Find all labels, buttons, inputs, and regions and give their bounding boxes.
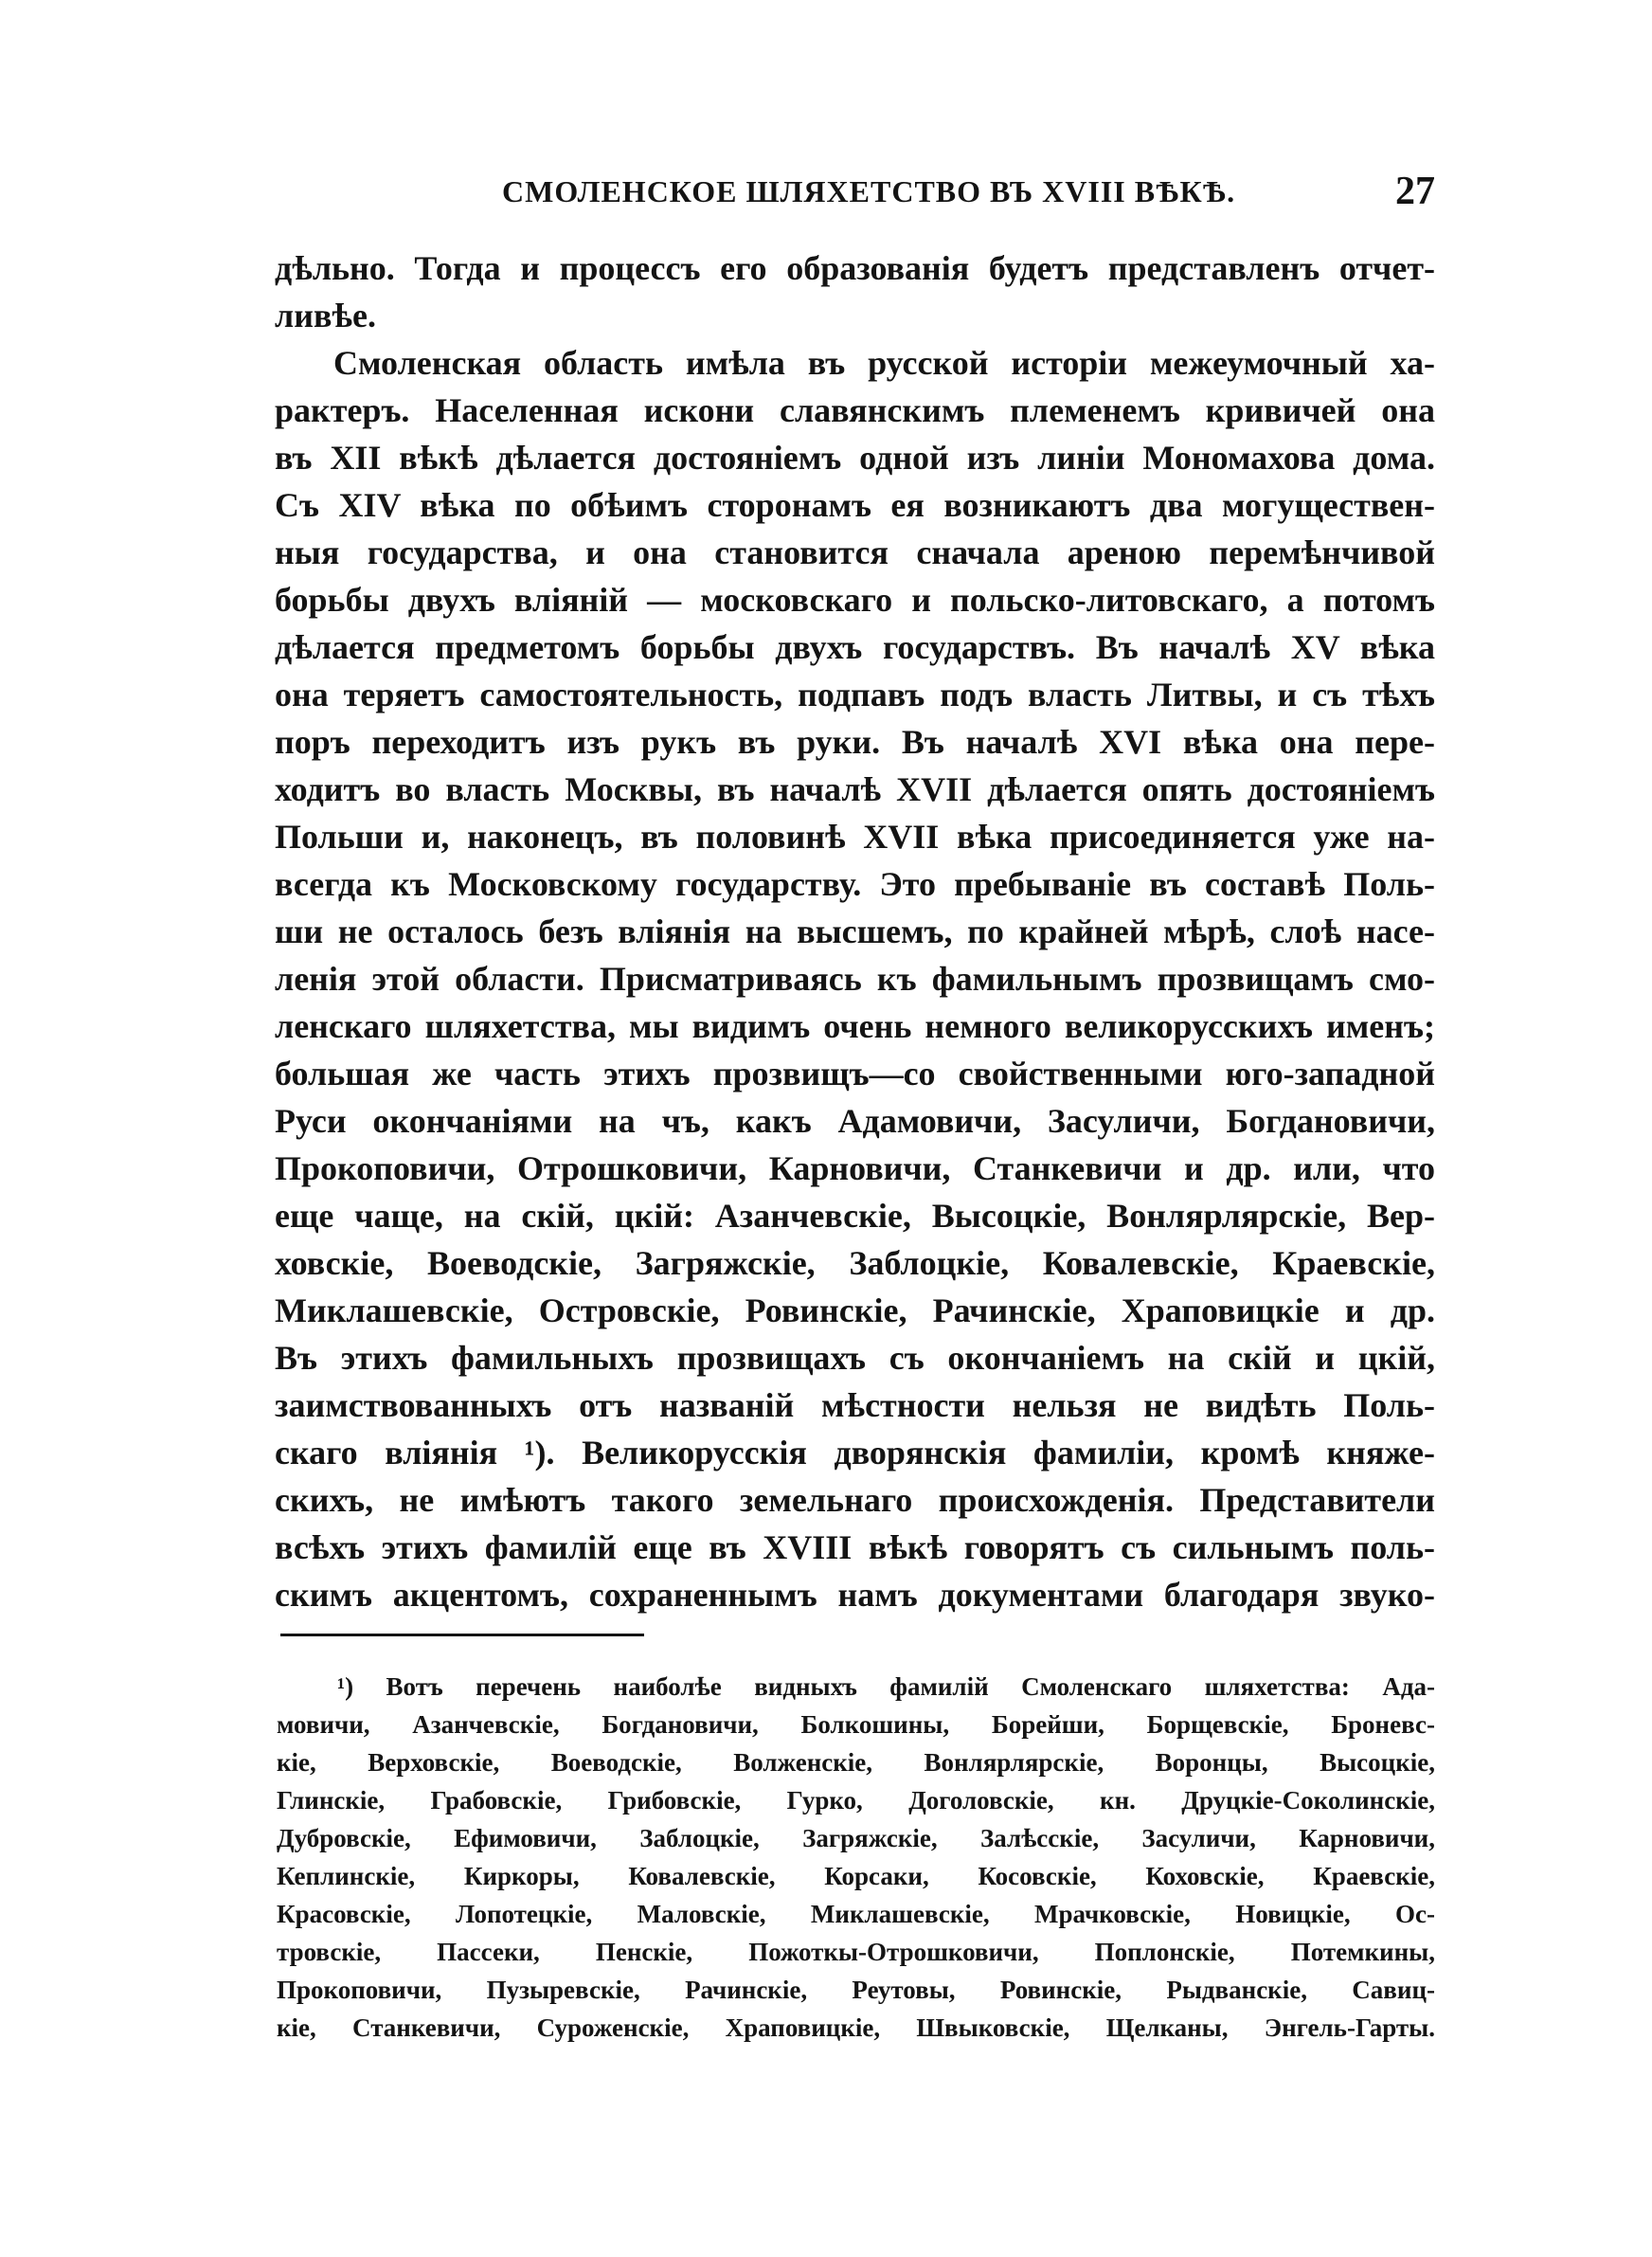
- text-line: всѣхъ этихъ фамилій еще въ XVIII вѣкѣ говорятъ съ сильнымъ поль-: [275, 1528, 1435, 1566]
- text-line: Миклашевскіе, Островскіе, Ровинскіе, Рачинскіе, Храповицкіе и др.: [275, 1291, 1435, 1329]
- text-line: еще чаще, на скій, цкій: Азанчевскіе, Высоцкіе, Вонлярлярскіе, Вер-: [275, 1197, 1435, 1235]
- text-line: ныя государства, и она становится сначала ареною перемѣнчивой: [275, 533, 1435, 571]
- footnote-line: ¹) Вотъ перечень наиболѣе видныхъ фамилій Смоленскаго шляхетства: Ада-: [337, 1672, 1435, 1701]
- footnote-line: кіе, Станкевичи, Суроженскіе, Храповицкіе, Швыковскіе, Щелканы, Энгель-Гарты.: [277, 2013, 1435, 2042]
- text-line: скимъ акцентомъ, сохраненнымъ намъ документами благодаря звуко-: [275, 1576, 1435, 1614]
- text-line: борьбы двухъ вліяній — московскаго и польско-литовскаго, а потомъ: [275, 581, 1435, 619]
- footnote-line: Красовскіе, Лопотецкіе, Маловскіе, Миклашевскіе, Мрачковскіе, Новицкіе, Ос-: [277, 1900, 1435, 1928]
- footnote-line: кіе, Верховскіе, Воеводскіе, Волженскіе, Вонлярлярскіе, Воронцы, Высоцкіе,: [277, 1748, 1435, 1777]
- footnote: [277, 1668, 1435, 2047]
- text-line: ленія этой области. Присматриваясь къ фамильнымъ прозвищамъ смо-: [275, 960, 1435, 998]
- text-line: ходитъ во власть Москвы, въ началѣ XVII дѣлается опять достояніемъ: [275, 770, 1435, 808]
- text-line: скихъ, не имѣютъ такого земельнаго происхожденія. Представители: [275, 1481, 1435, 1519]
- footnote-line: тровскіе, Пассеки, Пенскіе, Пожоткы-Отрошковичи, Поплонскіе, Потемкины,: [277, 1938, 1435, 1966]
- footnote-line: Прокоповичи, Пузыревскіе, Рачинскіе, Реутовы, Ровинскіе, Рыдванскіе, Савиц-: [277, 1976, 1435, 2004]
- main-text: [275, 244, 1435, 1618]
- text-line: дѣлается предметомъ борьбы двухъ государствъ. Въ началѣ XV вѣка: [275, 628, 1435, 666]
- text-line: Руси окончаніями на чъ, какъ Адамовичи, Засуличи, Богдановичи,: [275, 1102, 1435, 1140]
- text-line: дѣльно. Тогда и процессъ его образованія будетъ представленъ отчет-: [275, 249, 1435, 287]
- text-line: она теряетъ самостоятельность, подпавъ подъ власть Литвы, и съ тѣхъ: [275, 676, 1435, 713]
- footnote-line: Дубровскіе, Ефимовичи, Заблоцкіе, Загряжскіе, Залѣсскіе, Засуличи, Карновичи,: [277, 1824, 1435, 1852]
- running-title: СМОЛЕНСКОЕ ШЛЯХЕТСТВО ВЪ XVIII ВѢКѢ.: [502, 174, 1236, 208]
- footnote-line: Кеплинскіе, Киркоры, Ковалевскіе, Корсаки, Косовскіе, Коховскіе, Краевскіе,: [277, 1862, 1435, 1890]
- footnote-line: мовичи, Азанчевскіе, Богдановичи, Болкошины, Борейши, Борщевскіе, Броневс-: [277, 1710, 1435, 1739]
- footnote-line: Глинскіе, Грабовскіе, Грибовскіе, Гурко, Доголовскіе, кн. Друцкіе-Соколинскіе,: [277, 1786, 1435, 1815]
- text-line: Польши и, наконецъ, въ половинѣ XVII вѣка присоединяется уже на-: [275, 818, 1435, 856]
- text-line: ховскіе, Воеводскіе, Загряжскіе, Заблоцкіе, Ковалевскіе, Краевскіе,: [275, 1244, 1435, 1282]
- text-line: ленскаго шляхетства, мы видимъ очень немного великорусскихъ именъ;: [275, 1007, 1435, 1045]
- page-number: 27: [1395, 170, 1435, 213]
- text-line: рактеръ. Населенная искони славянскимъ племенемъ кривичей она: [275, 391, 1435, 429]
- text-line: Смоленская область имѣла въ русской исторіи межеумочный ха-: [333, 344, 1435, 382]
- text-line: въ XII вѣкѣ дѣлается достояніемъ одной изъ линіи Мономахова дома.: [275, 439, 1435, 477]
- text-line: Въ этихъ фамильныхъ прозвищахъ съ окончаніемъ на скій и цкій,: [275, 1339, 1435, 1377]
- text-line: скаго вліянія ¹). Великорусскія дворянскія фамиліи, кромѣ княже-: [275, 1434, 1435, 1472]
- text-line: поръ переходитъ изъ рукъ въ руки. Въ началѣ XVI вѣка она пере-: [275, 723, 1435, 761]
- text-line: всегда къ Московскому государству. Это пребываніе въ составѣ Поль-: [275, 865, 1435, 903]
- text-line: заимствованныхъ отъ названій мѣстности нельзя не видѣть Поль-: [275, 1386, 1435, 1424]
- text-line: большая же часть этихъ прозвищъ—со свойственными юго-западной: [275, 1055, 1435, 1092]
- text-line: Съ XIV вѣка по обѣимъ сторонамъ ея возникаютъ два могуществен-: [275, 486, 1435, 524]
- text-line: ливѣе.: [275, 297, 376, 334]
- text-line: Прокоповичи, Отрошковичи, Карновичи, Станкевичи и др. или, что: [275, 1149, 1435, 1187]
- footnote-divider: [280, 1634, 644, 1636]
- text-line: ши не осталось безъ вліянія на высшемъ, по крайней мѣрѣ, слоѣ насе-: [275, 912, 1435, 950]
- running-head: [275, 169, 1435, 226]
